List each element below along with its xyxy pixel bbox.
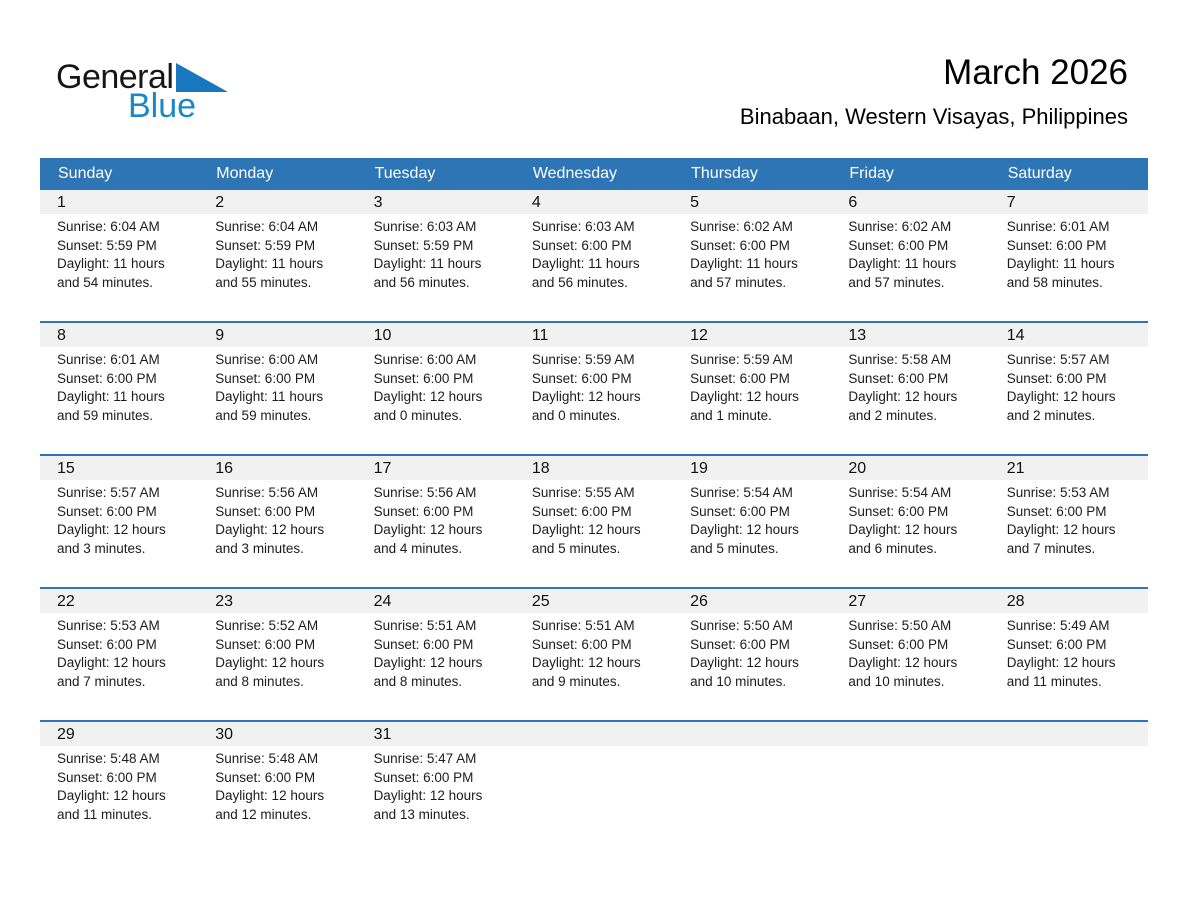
sunset-text: Sunset: 6:00 PM	[1006, 370, 1107, 386]
title-block	[740, 54, 1128, 129]
day-details	[215, 750, 348, 824]
day-details	[215, 484, 348, 558]
day-details	[374, 750, 507, 824]
day-cell-20	[831, 456, 989, 587]
sunset-text: Sunset: 5:59 PM	[373, 237, 474, 253]
sunrise-text: Sunrise: 5:53 AM	[57, 618, 160, 633]
week-row	[40, 587, 1148, 720]
sunrise-text: Sunrise: 5:48 AM	[57, 751, 160, 766]
day-details	[215, 218, 348, 292]
sunrise-text: Sunrise: 5:51 AM	[531, 618, 635, 633]
day-cell-13	[831, 323, 989, 454]
sunrise-text: Sunrise: 5:54 AM	[690, 485, 793, 500]
sunset-text: Sunset: 6:00 PM	[848, 636, 949, 652]
day-details	[1007, 218, 1140, 292]
sunrise-text: Sunrise: 6:04 AM	[57, 219, 160, 234]
sunrise-text: Sunrise: 6:02 AM	[848, 219, 952, 234]
day-details	[1007, 351, 1140, 425]
daylight-text: Daylight: 12 hours and 1 minute.	[690, 389, 799, 423]
day-number: 14	[1006, 327, 1025, 344]
sunrise-text: Sunrise: 5:59 AM	[690, 352, 793, 367]
sunrise-text: Sunrise: 5:56 AM	[373, 485, 477, 500]
sunset-text: Sunset: 6:00 PM	[531, 636, 632, 652]
day-cell-31	[357, 722, 515, 853]
day-cell-18	[515, 456, 673, 587]
sunrise-text: Sunrise: 6:02 AM	[690, 219, 793, 234]
day-cell-3	[357, 190, 515, 321]
sunrise-text: Sunrise: 5:50 AM	[848, 618, 952, 633]
location-subtitle: Binabaan, Western Visayas, Philippines	[739, 103, 1128, 129]
sunrise-text: Sunrise: 5:53 AM	[1006, 485, 1110, 500]
day-number: 12	[690, 327, 708, 344]
sunset-text: Sunset: 6:00 PM	[1006, 636, 1107, 652]
sunset-text: Sunset: 6:00 PM	[690, 237, 790, 253]
daylight-text: Daylight: 12 hours and 10 minutes.	[848, 655, 958, 689]
day-details	[690, 484, 823, 558]
daylight-text: Daylight: 12 hours and 11 minutes.	[1006, 655, 1116, 689]
day-number: 11	[531, 327, 549, 344]
day-cell-12	[673, 323, 831, 454]
sunrise-text: Sunrise: 5:47 AM	[373, 751, 477, 766]
sunrise-text: Sunrise: 5:50 AM	[690, 618, 793, 633]
daylight-text: Daylight: 12 hours and 3 minutes.	[57, 522, 166, 556]
week-row	[40, 454, 1148, 587]
sunset-text: Sunset: 6:00 PM	[57, 503, 157, 519]
day-cell-empty	[515, 722, 673, 853]
day-number: 24	[373, 593, 392, 610]
day-details	[215, 617, 348, 691]
day-cell-19	[673, 456, 831, 587]
day-number: 20	[848, 460, 867, 477]
sunrise-text: Sunrise: 5:51 AM	[373, 618, 477, 633]
daylight-text: Daylight: 12 hours and 8 minutes.	[215, 655, 325, 689]
daylight-text: Daylight: 11 hours and 56 minutes.	[373, 256, 482, 290]
sunset-text: Sunset: 6:00 PM	[1006, 237, 1107, 253]
daylight-text: Daylight: 12 hours and 5 minutes.	[531, 522, 641, 556]
day-number: 16	[215, 460, 234, 477]
daylight-text: Daylight: 12 hours and 0 minutes.	[373, 389, 483, 423]
sunset-text: Sunset: 6:00 PM	[57, 769, 157, 785]
day-cell-10	[357, 323, 515, 454]
daylight-text: Daylight: 12 hours and 6 minutes.	[848, 522, 958, 556]
day-number: 26	[690, 593, 708, 610]
sunset-text: Sunset: 6:00 PM	[57, 370, 157, 386]
weekday-header-saturday: Saturday	[1007, 165, 1072, 182]
daylight-text: Daylight: 12 hours and 0 minutes.	[531, 389, 641, 423]
sunrise-text: Sunrise: 6:00 AM	[373, 352, 477, 367]
day-cell-11	[515, 323, 673, 454]
calendar-table	[40, 158, 1148, 853]
sunrise-text: Sunrise: 6:03 AM	[531, 219, 635, 234]
daylight-text: Daylight: 11 hours and 59 minutes.	[57, 389, 165, 423]
day-details	[57, 484, 190, 558]
sunset-text: Sunset: 6:00 PM	[215, 636, 316, 652]
weekday-header-monday: Monday	[216, 165, 274, 182]
day-cell-empty	[990, 722, 1148, 853]
day-cell-25	[515, 589, 673, 720]
daylight-text: Daylight: 12 hours and 2 minutes.	[848, 389, 958, 423]
week-row	[40, 188, 1148, 321]
day-cell-29	[40, 722, 198, 853]
day-details	[848, 218, 981, 292]
day-number: 15	[57, 460, 75, 477]
weekday-header-tuesday: Tuesday	[374, 165, 436, 182]
day-number: 9	[215, 327, 225, 344]
daylight-text: Daylight: 12 hours and 11 minutes.	[57, 788, 166, 822]
weekday-header-thursday: Thursday	[691, 165, 758, 182]
sunset-text: Sunset: 6:00 PM	[690, 636, 790, 652]
daylight-text: Daylight: 11 hours and 54 minutes.	[57, 256, 165, 290]
sunrise-text: Sunrise: 5:56 AM	[215, 485, 319, 500]
day-number: 6	[848, 194, 858, 211]
day-details	[532, 351, 665, 425]
sunset-text: Sunset: 6:00 PM	[215, 503, 316, 519]
day-number: 19	[690, 460, 708, 477]
sunset-text: Sunset: 6:00 PM	[57, 636, 157, 652]
day-details	[532, 484, 665, 558]
sunrise-text: Sunrise: 5:59 AM	[531, 352, 635, 367]
daylight-text: Daylight: 12 hours and 7 minutes.	[1006, 522, 1116, 556]
day-cell-27	[831, 589, 989, 720]
day-number: 8	[57, 327, 66, 344]
day-number: 10	[373, 327, 392, 344]
day-cell-24	[357, 589, 515, 720]
day-details	[848, 484, 981, 558]
day-number: 1	[57, 194, 66, 211]
day-cell-16	[198, 456, 356, 587]
sunset-text: Sunset: 6:00 PM	[848, 503, 949, 519]
day-number: 30	[215, 726, 234, 743]
sunrise-text: Sunrise: 5:57 AM	[57, 485, 160, 500]
sunrise-text: Sunrise: 5:57 AM	[1006, 352, 1110, 367]
sunrise-text: Sunrise: 5:52 AM	[215, 618, 319, 633]
day-cell-14	[990, 323, 1148, 454]
day-details	[1007, 617, 1140, 691]
sunrise-text: Sunrise: 6:00 AM	[215, 352, 319, 367]
daylight-text: Daylight: 12 hours and 5 minutes.	[690, 522, 799, 556]
sunset-text: Sunset: 6:00 PM	[531, 503, 632, 519]
sunset-text: Sunset: 6:00 PM	[373, 370, 474, 386]
daylight-text: Daylight: 12 hours and 3 minutes.	[215, 522, 325, 556]
daylight-text: Daylight: 11 hours and 56 minutes.	[531, 256, 640, 290]
sunset-text: Sunset: 5:59 PM	[57, 237, 157, 253]
sunset-text: Sunset: 6:00 PM	[531, 370, 632, 386]
logo-text-general: General	[56, 58, 174, 96]
daylight-text: Daylight: 11 hours and 59 minutes.	[215, 389, 324, 423]
day-details	[215, 351, 348, 425]
day-details	[848, 617, 981, 691]
sunset-text: Sunset: 6:00 PM	[848, 370, 949, 386]
sunset-text: Sunset: 6:00 PM	[215, 370, 316, 386]
day-cell-22	[40, 589, 198, 720]
day-cell-8	[40, 323, 198, 454]
daylight-text: Daylight: 12 hours and 10 minutes.	[690, 655, 799, 689]
sunset-text: Sunset: 6:00 PM	[690, 503, 790, 519]
day-number: 7	[1006, 194, 1016, 211]
sunrise-text: Sunrise: 6:04 AM	[215, 219, 319, 234]
daylight-text: Daylight: 11 hours and 55 minutes.	[215, 256, 324, 290]
sunrise-text: Sunrise: 5:55 AM	[531, 485, 635, 500]
month-title: March 2026	[943, 53, 1128, 92]
day-details	[57, 750, 190, 824]
sunset-text: Sunset: 6:00 PM	[373, 503, 474, 519]
day-details	[1007, 484, 1140, 558]
sunset-text: Sunset: 6:00 PM	[848, 237, 949, 253]
daylight-text: Daylight: 12 hours and 9 minutes.	[531, 655, 641, 689]
sunset-text: Sunset: 6:00 PM	[373, 769, 474, 785]
day-cell-4	[515, 190, 673, 321]
day-number: 23	[215, 593, 234, 610]
daylight-text: Daylight: 12 hours and 4 minutes.	[373, 522, 483, 556]
day-cell-2	[198, 190, 356, 321]
day-details	[532, 218, 665, 292]
sunrise-text: Sunrise: 6:01 AM	[57, 352, 160, 367]
sunset-text: Sunset: 6:00 PM	[215, 769, 316, 785]
day-cell-9	[198, 323, 356, 454]
day-number: 29	[57, 726, 75, 743]
day-details	[374, 484, 507, 558]
logo-text-blue: Blue	[128, 87, 197, 125]
general-blue-logo	[56, 60, 228, 123]
day-details	[690, 218, 823, 292]
weekday-header-friday: Friday	[849, 165, 894, 182]
sunset-text: Sunset: 5:59 PM	[215, 237, 316, 253]
day-number: 18	[531, 460, 550, 477]
day-cell-7	[990, 190, 1148, 321]
weekday-header-wednesday: Wednesday	[532, 165, 618, 182]
day-cell-empty	[673, 722, 831, 853]
sunrise-text: Sunrise: 5:49 AM	[1006, 618, 1110, 633]
daylight-text: Daylight: 12 hours and 7 minutes.	[57, 655, 166, 689]
day-cell-17	[357, 456, 515, 587]
weekday-header-row	[40, 158, 1148, 188]
day-number: 17	[373, 460, 392, 477]
day-number: 13	[848, 327, 867, 344]
sunset-text: Sunset: 6:00 PM	[531, 237, 632, 253]
day-cell-21	[990, 456, 1148, 587]
day-details	[374, 351, 507, 425]
sunrise-text: Sunrise: 6:03 AM	[373, 219, 477, 234]
day-number: 21	[1006, 460, 1025, 477]
day-cell-26	[673, 589, 831, 720]
sunrise-text: Sunrise: 6:01 AM	[1006, 219, 1110, 234]
sunset-text: Sunset: 6:00 PM	[1006, 503, 1107, 519]
week-row	[40, 720, 1148, 853]
day-cell-15	[40, 456, 198, 587]
day-details	[374, 617, 507, 691]
day-details	[57, 351, 190, 425]
daylight-text: Daylight: 12 hours and 13 minutes.	[373, 788, 483, 822]
day-number: 3	[373, 194, 383, 211]
weeks-container	[40, 188, 1148, 853]
day-details	[57, 617, 190, 691]
week-row	[40, 321, 1148, 454]
sunrise-text: Sunrise: 5:58 AM	[848, 352, 952, 367]
daylight-text: Daylight: 12 hours and 8 minutes.	[373, 655, 483, 689]
day-number: 5	[690, 194, 700, 211]
daylight-text: Daylight: 12 hours and 12 minutes.	[215, 788, 325, 822]
day-cell-30	[198, 722, 356, 853]
day-number: 2	[215, 194, 225, 211]
day-number: 28	[1006, 593, 1025, 610]
day-number: 31	[373, 726, 392, 743]
daylight-text: Daylight: 11 hours and 57 minutes.	[848, 256, 957, 290]
sunrise-text: Sunrise: 5:54 AM	[848, 485, 952, 500]
day-cell-28	[990, 589, 1148, 720]
day-cell-1	[40, 190, 198, 321]
day-cell-6	[831, 190, 989, 321]
day-details	[848, 351, 981, 425]
day-number: 27	[848, 593, 867, 610]
day-details	[532, 617, 665, 691]
sunset-text: Sunset: 6:00 PM	[690, 370, 790, 386]
daylight-text: Daylight: 11 hours and 57 minutes.	[690, 256, 798, 290]
day-details	[690, 351, 823, 425]
day-cell-empty	[831, 722, 989, 853]
day-details	[57, 218, 190, 292]
day-cell-23	[198, 589, 356, 720]
weekday-header-sunday: Sunday	[58, 165, 113, 182]
day-cell-5	[673, 190, 831, 321]
day-number: 25	[531, 593, 550, 610]
day-number: 4	[531, 194, 541, 211]
sunset-text: Sunset: 6:00 PM	[373, 636, 474, 652]
day-number: 22	[57, 593, 75, 610]
day-details	[690, 617, 823, 691]
sunrise-text: Sunrise: 5:48 AM	[215, 751, 319, 766]
daylight-text: Daylight: 11 hours and 58 minutes.	[1006, 256, 1115, 290]
day-details	[374, 218, 507, 292]
daylight-text: Daylight: 12 hours and 2 minutes.	[1006, 389, 1116, 423]
